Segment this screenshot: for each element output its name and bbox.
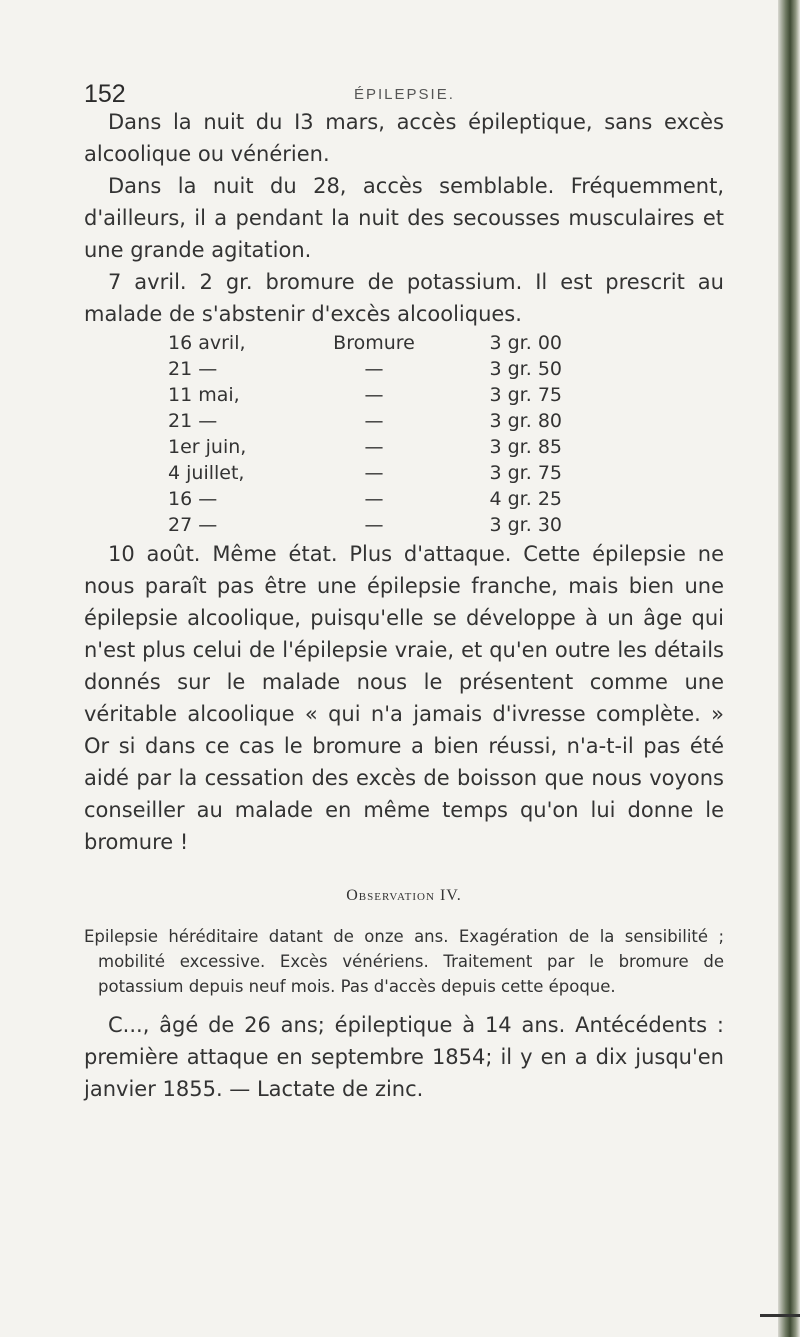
dose-drug: — [364,462,384,484]
dose-amount: 3 gr. 30 [489,514,562,536]
dose-date: 1er juin, [168,436,247,458]
dose-date: 16 — [168,488,218,510]
page-edge-mark [760,1314,800,1317]
dose-date: 16 avril, [168,332,246,354]
dose-drug: — [364,410,384,432]
paragraph: C..., âgé de 26 ans; épileptique à 14 ans. Antécédents : première attaque en septembre 1854; il y en a dix jusqu'en janvier 1855. — Lactate de zinc. [84,1013,724,1101]
dose-amount: 3 gr. 50 [489,358,562,380]
page-edge-shadow [778,0,800,1337]
dose-drug: — [364,436,384,458]
dose-amount: 3 gr. 00 [489,332,562,354]
dose-drug: — [364,384,384,406]
dose-date: 11 mai, [168,384,240,406]
dose-amount: 4 gr. 25 [489,488,562,510]
dose-amount: 3 gr. 75 [489,462,562,484]
dose-amount: 3 gr. 85 [489,436,562,458]
dose-date: 4 juillet, [168,462,245,484]
paragraph: 10 août. Même état. Plus d'attaque. Cette épilepsie ne nous paraît pas être une épilepsie franche, mais bien une épilepsie alcoolique, puisqu'elle se développe à un âge qui n'est plus celui de l'épilepsie vraie, et qu'en outre les détails donnés sur le malade nous le présentent comme une véritable alcoolique « qui n'a jamais d'ivresse complète. » Or si dans ce cas le bromure a bien réussi, n'a-t-il pas été aidé par la cessation des excès de boisson que nous voyons conseiller au malade en même temps qu'on lui donne le bromure ! [84,542,724,854]
dose-table [168,330,562,538]
paragraph: 7 avril. 2 gr. bromure de potassium. Il est prescrit au malade de s'abstenir d'excès alcooliques. [84,270,724,326]
table-row [168,486,562,512]
table-row [168,434,562,460]
table-row [168,408,562,434]
dose-drug: — [364,514,384,536]
running-head: ÉPILEPSIE. [354,86,455,103]
table-row [168,330,562,356]
observation-summary: Epilepsie héréditaire datant de onze ans. Exagération de la sensibilité ; mobilité excessive. Excès vénériens. Traitement par le bromure de potassium depuis neuf mois. Pas d'accès depuis cette époque. [84,927,724,996]
dose-date: 21 — [168,358,218,380]
dose-drug: — [364,488,384,510]
table-row [168,460,562,486]
paragraph: Dans la nuit du I3 mars, accès épileptique, sans excès alcoolique ou vénérien. [84,110,724,166]
page-body [84,106,724,1105]
dose-drug: Bromure [333,332,415,354]
dose-date: 27 — [168,514,218,536]
observation-title: Observation IV. [346,887,462,904]
page-number: 152 [84,80,126,108]
dose-amount: 3 gr. 75 [489,384,562,406]
dose-amount: 3 gr. 80 [489,410,562,432]
paragraph: Dans la nuit du 28, accès semblable. Fréquemment, d'ailleurs, il a pendant la nuit des secousses musculaires et une grande agitation. [84,174,724,262]
table-row [168,512,562,538]
table-row [168,356,562,382]
dose-date: 21 — [168,410,218,432]
table-row [168,382,562,408]
dose-drug: — [364,358,384,380]
